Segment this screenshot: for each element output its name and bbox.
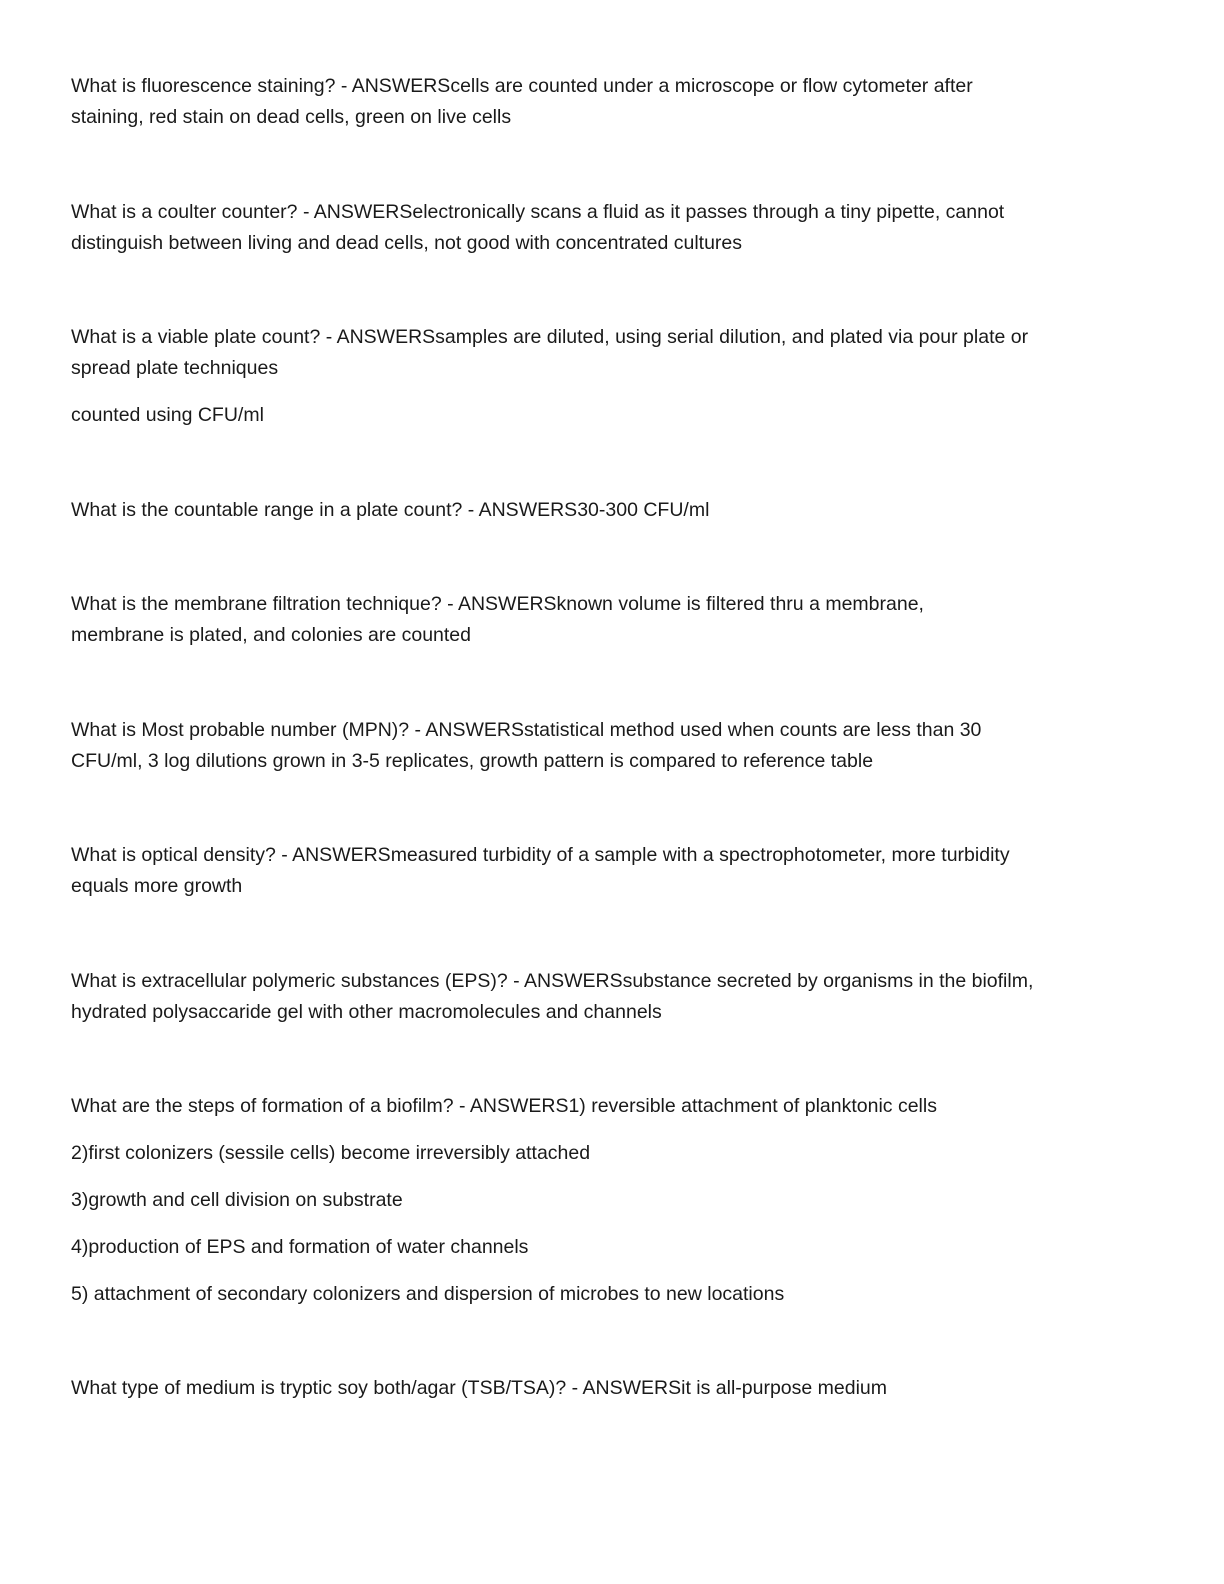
question-fluorescence-staining: What is fluorescence staining? - ANSWERScells are counted under a microscope or flow cytometer after — [71, 75, 973, 97]
question-biofilm-steps: What are the steps of formation of a biofilm? - ANSWERS1) reversible attachment of planktonic cells — [71, 1095, 937, 1117]
answer-continuation: equals more growth — [71, 875, 243, 897]
answer-continuation: CFU/ml, 3 log dilutions grown in 3-5 replicates, growth pattern is compared to reference table — [71, 750, 874, 772]
answer-continuation: staining, red stain on dead cells, green on live cells — [71, 106, 512, 128]
question-coulter-counter: What is a coulter counter? - ANSWERSelectronically scans a fluid as it passes through a tiny pipette, cannot — [71, 201, 1005, 223]
question-tsb-tsa-medium: What type of medium is tryptic soy both/agar (TSB/TSA)? - ANSWERSit is all-purpose medium — [71, 1377, 888, 1399]
answer-continuation: spread plate techniques — [71, 357, 279, 379]
question-membrane-filtration: What is the membrane filtration technique? - ANSWERSknown volume is filtered thru a membrane, — [71, 593, 924, 615]
question-countable-range: What is the countable range in a plate count? - ANSWERS30-300 CFU/ml — [71, 499, 710, 521]
biofilm-step-3: 3)growth and cell division on substrate — [71, 1189, 403, 1211]
answer-continuation: distinguish between living and dead cells, not good with concentrated cultures — [71, 232, 743, 254]
question-eps: What is extracellular polymeric substances (EPS)? - ANSWERSsubstance secreted by organisms in the biofilm, — [71, 970, 1034, 992]
question-optical-density: What is optical density? - ANSWERSmeasured turbidity of a sample with a spectrophotometer, more turbidity — [71, 844, 1010, 866]
answer-continuation: hydrated polysaccaride gel with other macromolecules and channels — [71, 1001, 662, 1023]
biofilm-step-2: 2)first colonizers (sessile cells) become irreversibly attached — [71, 1142, 591, 1164]
biofilm-step-5: 5) attachment of secondary colonizers and dispersion of microbes to new locations — [71, 1283, 785, 1305]
question-viable-plate-count: What is a viable plate count? - ANSWERSsamples are diluted, using serial dilution, and plated via pour plate or — [71, 326, 1029, 348]
answer-continuation: membrane is plated, and colonies are counted — [71, 624, 471, 646]
answer-paragraph: counted using CFU/ml — [71, 404, 264, 426]
question-most-probable-number: What is Most probable number (MPN)? - ANSWERSstatistical method used when counts are less than 30 — [71, 719, 982, 741]
biofilm-step-4: 4)production of EPS and formation of water channels — [71, 1236, 529, 1258]
